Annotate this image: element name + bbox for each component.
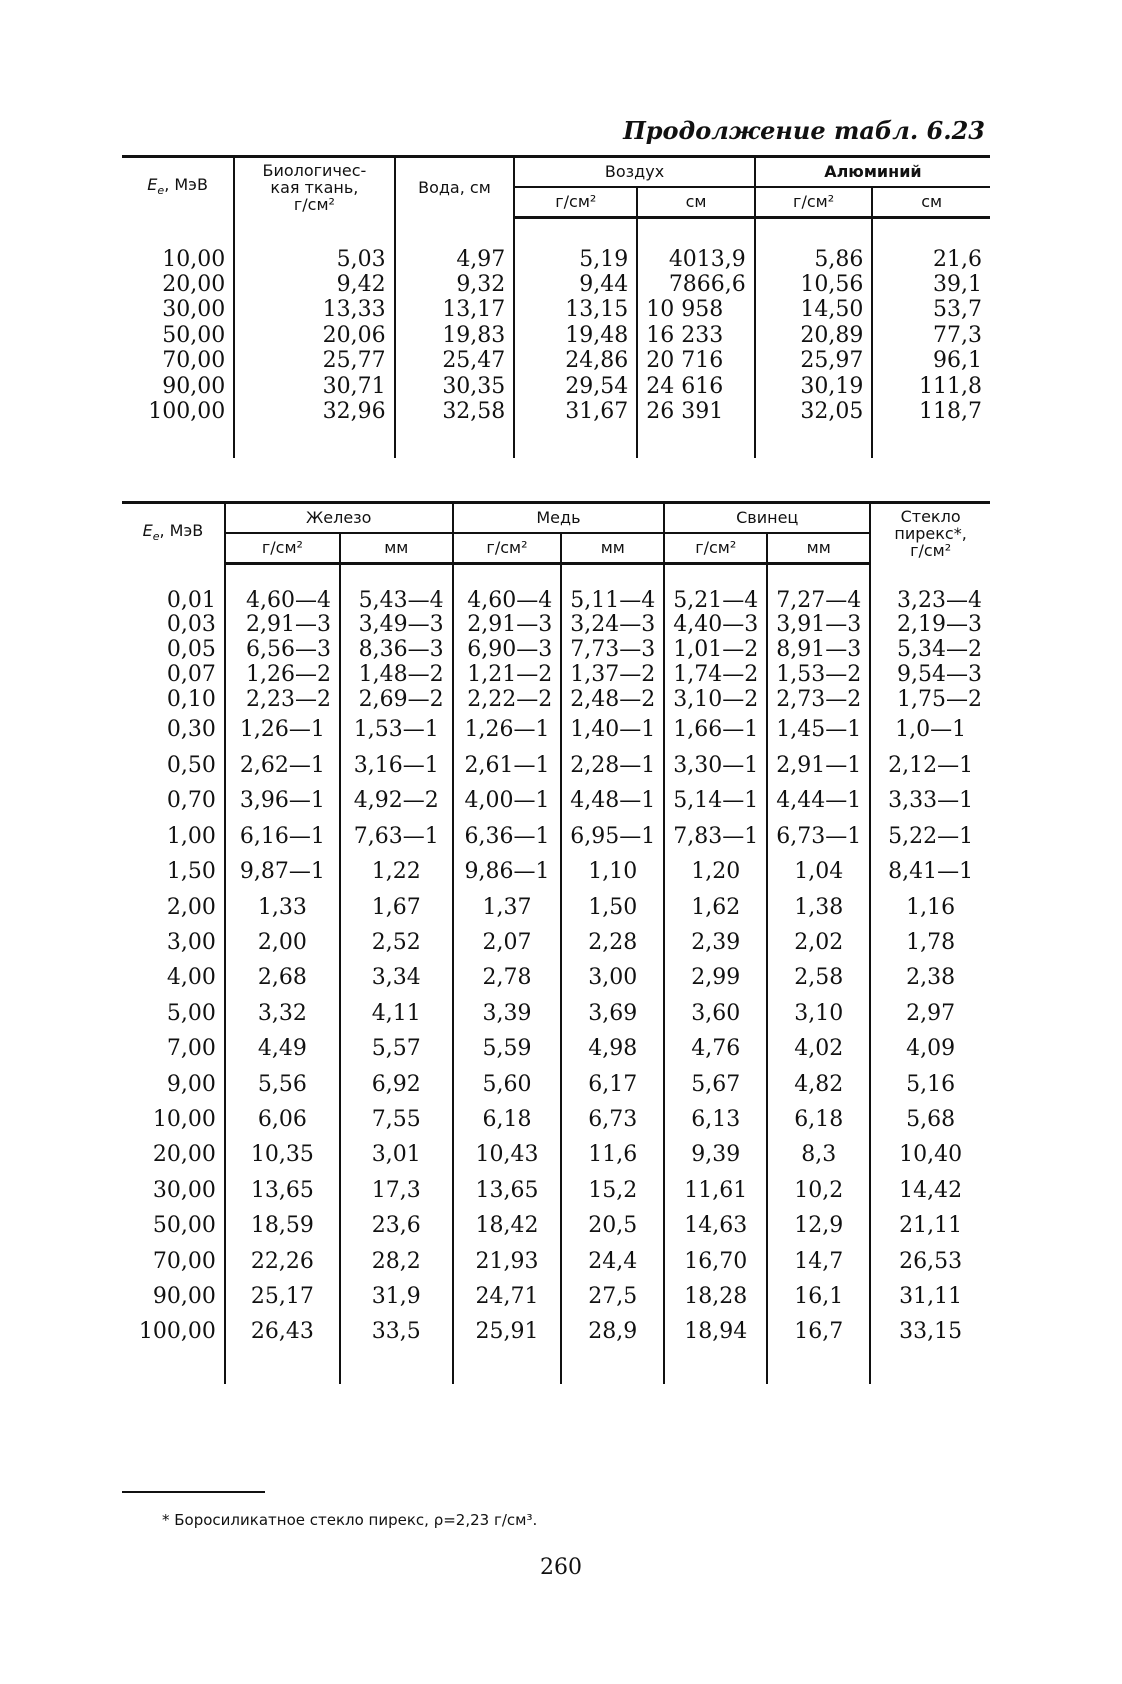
pyrex-glass-cell: 21,11 [870,1208,990,1243]
energy-cell: 0,07 [166,661,216,687]
table-row [122,960,990,995]
iron-mm-cell: 3,01 [340,1137,453,1172]
iron-gcm2-cell: 6,06 [225,1102,340,1137]
table-row [122,890,990,925]
table-continuation-part1 [122,155,990,458]
energy-cell: 30,00 [162,297,226,323]
pyrex-glass-cell: 8,41—1 [870,854,990,889]
copper-mm-cell: 27,5 [561,1279,664,1314]
copper-mm-cell: 1,40—1 [561,712,664,747]
copper-gcm2-cell: 9,86—1 [453,854,562,889]
iron-mm-cell: 1,48—2 [340,663,453,688]
energy-cell: 50,00 [162,322,226,348]
water-cell: 30,35 [395,374,515,399]
copper-gcm2-cell: 4,60—4 [453,589,562,614]
bio-cell: 20,06 [234,323,394,348]
copper-mm-cell: 4,48—1 [561,783,664,818]
aluminum-header: Алюминий [755,157,990,187]
energy-cell: 5,00 [166,1000,216,1026]
pyrex-glass-cell: 31,11 [870,1279,990,1314]
table-row [122,663,990,688]
iron-gcm2-cell: 2,62—1 [225,748,340,783]
copper-mm-header: мм [561,533,664,563]
lead-gcm2-cell: 18,28 [664,1279,767,1314]
table-row [122,272,990,297]
iron-mm-cell: 3,34 [340,960,453,995]
pyrex-glass-header: Стекло пирекс*, г/см² [870,503,990,564]
table-row [122,1137,990,1172]
energy-cell: 9,00 [166,1071,216,1097]
copper-gcm2-cell: 2,61—1 [453,748,562,783]
pyrex-glass-cell: 5,16 [870,1067,990,1102]
table-row [122,1314,990,1349]
air-gcm2-header: г/см² [514,187,637,217]
air-gcm2-cell: 24,86 [514,348,637,373]
aluminum-cm-cell: 53,7 [872,297,990,322]
aluminum-cm-header: см [872,187,990,217]
copper-gcm2-cell: 2,07 [453,925,562,960]
iron-gcm2-cell: 1,33 [225,890,340,925]
lead-gcm2-cell: 3,30—1 [664,748,767,783]
air-gcm2-cell: 9,44 [514,272,637,297]
pyrex-glass-cell: 1,78 [870,925,990,960]
lead-mm-cell: 12,9 [767,1208,870,1243]
copper-mm-cell: 2,48—2 [561,688,664,713]
lead-mm-cell: 14,7 [767,1244,870,1279]
table-row [122,783,990,818]
table-row [122,1208,990,1243]
iron-mm-cell: 1,67 [340,890,453,925]
copper-mm-cell: 20,5 [561,1208,664,1243]
lead-gcm2-cell: 5,67 [664,1067,767,1102]
pyrex-glass-cell: 2,97 [870,996,990,1031]
copper-gcm2-cell: 6,18 [453,1102,562,1137]
lead-mm-cell: 2,58 [767,960,870,995]
copper-mm-cell: 4,98 [561,1031,664,1066]
water-cell: 4,97 [395,247,515,272]
iron-mm-header: мм [340,533,453,563]
air-cm-cell: 24 616 [637,374,755,399]
table-row [122,399,990,424]
aluminum-gcm2-cell: 14,50 [755,297,873,322]
air-gcm2-cell: 13,15 [514,297,637,322]
lead-gcm2-cell: 4,40—3 [664,613,767,638]
table-row [122,613,990,638]
iron-gcm2-header: г/см² [225,533,340,563]
table-row [122,348,990,373]
copper-mm-cell: 15,2 [561,1173,664,1208]
copper-mm-cell: 6,95—1 [561,819,664,854]
aluminum-cm-cell: 111,8 [872,374,990,399]
table-row [122,323,990,348]
iron-mm-cell: 5,43—4 [340,589,453,614]
copper-gcm2-cell: 5,60 [453,1067,562,1102]
energy-cell: 50,00 [152,1213,216,1239]
energy-cell: 4,00 [166,965,216,991]
copper-mm-cell: 1,37—2 [561,663,664,688]
aluminum-cm-cell: 96,1 [872,348,990,373]
pyrex-glass-cell: 5,68 [870,1102,990,1137]
iron-mm-cell: 7,55 [340,1102,453,1137]
iron-gcm2-cell: 2,23—2 [225,688,340,713]
copper-mm-cell: 1,10 [561,854,664,889]
lead-mm-cell: 6,18 [767,1102,870,1137]
aluminum-cm-cell: 39,1 [872,272,990,297]
lead-mm-cell: 2,02 [767,925,870,960]
iron-gcm2-cell: 6,16—1 [225,819,340,854]
iron-mm-cell: 28,2 [340,1244,453,1279]
air-gcm2-cell: 29,54 [514,374,637,399]
energy-cell: 100,00 [138,1319,216,1345]
energy-cell: 0,50 [166,752,216,778]
energy-cell: 1,50 [166,859,216,885]
table-row [122,748,990,783]
table-row [122,1173,990,1208]
pyrex-glass-cell: 5,34—2 [870,638,990,663]
iron-mm-cell: 31,9 [340,1279,453,1314]
aluminum-cm-cell: 21,6 [872,247,990,272]
air-cm-cell: 16 233 [637,323,755,348]
pyrex-glass-cell: 33,15 [870,1314,990,1349]
lead-mm-cell: 2,73—2 [767,688,870,713]
lead-mm-cell: 3,10 [767,996,870,1031]
table-row [122,712,990,747]
aluminum-gcm2-cell: 25,97 [755,348,873,373]
table-row [122,996,990,1031]
energy-cell: 2,00 [166,894,216,920]
table-row [122,589,990,614]
lead-mm-cell: 1,04 [767,854,870,889]
air-cm-cell: 4013,9 [637,247,755,272]
water-cell: 13,17 [395,297,515,322]
water-cell: 19,83 [395,323,515,348]
copper-mm-cell: 11,6 [561,1137,664,1172]
aluminum-gcm2-cell: 10,56 [755,272,873,297]
copper-gcm2-header: г/см² [453,533,562,563]
lead-mm-cell: 8,3 [767,1137,870,1172]
energy-header: $E_e$, МэВ [122,157,234,218]
bio-cell: 30,71 [234,374,394,399]
copper-gcm2-cell: 3,39 [453,996,562,1031]
energy-cell: 30,00 [152,1177,216,1203]
table-row [122,247,990,272]
iron-mm-cell: 3,16—1 [340,748,453,783]
lead-mm-cell: 4,82 [767,1067,870,1102]
iron-mm-cell: 5,57 [340,1031,453,1066]
lead-mm-cell: 7,27—4 [767,589,870,614]
energy-cell: 10,00 [152,1106,216,1132]
energy-cell: 3,00 [166,929,216,955]
copper-gcm2-cell: 1,26—1 [453,712,562,747]
iron-gcm2-cell: 25,17 [225,1279,340,1314]
bio-cell: 25,77 [234,348,394,373]
footnote-rule [122,1491,265,1493]
energy-cell: 0,01 [166,587,216,613]
copper-mm-cell: 3,24—3 [561,613,664,638]
copper-gcm2-cell: 18,42 [453,1208,562,1243]
iron-gcm2-cell: 22,26 [225,1244,340,1279]
lead-gcm2-cell: 6,13 [664,1102,767,1137]
iron-mm-cell: 6,92 [340,1067,453,1102]
energy-cell: 20,00 [152,1142,216,1168]
lead-gcm2-cell: 1,20 [664,854,767,889]
iron-gcm2-cell: 6,56—3 [225,638,340,663]
lead-gcm2-cell: 7,83—1 [664,819,767,854]
aluminum-gcm2-cell: 5,86 [755,247,873,272]
pyrex-glass-cell: 1,0—1 [870,712,990,747]
iron-mm-cell: 3,49—3 [340,613,453,638]
iron-mm-cell: 1,22 [340,854,453,889]
table-row [122,819,990,854]
energy-cell: 10,00 [162,246,226,272]
lead-gcm2-cell: 11,61 [664,1173,767,1208]
lead-mm-cell: 4,44—1 [767,783,870,818]
copper-gcm2-cell: 2,78 [453,960,562,995]
iron-gcm2-cell: 1,26—2 [225,663,340,688]
copper-mm-cell: 28,9 [561,1314,664,1349]
pyrex-glass-cell: 14,42 [870,1173,990,1208]
iron-mm-cell: 7,63—1 [340,819,453,854]
lead-gcm2-header: г/см² [664,533,767,563]
copper-header: Медь [453,503,665,533]
iron-gcm2-cell: 1,26—1 [225,712,340,747]
lead-gcm2-cell: 9,39 [664,1137,767,1172]
lead-mm-header: мм [767,533,870,563]
iron-mm-cell: 23,6 [340,1208,453,1243]
lead-gcm2-cell: 2,99 [664,960,767,995]
iron-gcm2-cell: 10,35 [225,1137,340,1172]
iron-mm-cell: 2,52 [340,925,453,960]
air-cm-cell: 20 716 [637,348,755,373]
lead-mm-cell: 16,1 [767,1279,870,1314]
copper-mm-cell: 6,73 [561,1102,664,1137]
copper-gcm2-cell: 10,43 [453,1137,562,1172]
pyrex-glass-cell: 10,40 [870,1137,990,1172]
iron-gcm2-cell: 13,65 [225,1173,340,1208]
copper-gcm2-cell: 1,21—2 [453,663,562,688]
pyrex-glass-cell: 26,53 [870,1244,990,1279]
iron-gcm2-cell: 9,87—1 [225,854,340,889]
lead-gcm2-cell: 3,10—2 [664,688,767,713]
iron-gcm2-cell: 2,68 [225,960,340,995]
copper-gcm2-cell: 1,37 [453,890,562,925]
water-cell: 9,32 [395,272,515,297]
air-cm-header: см [637,187,755,217]
table-row [122,1067,990,1102]
iron-mm-cell: 8,36—3 [340,638,453,663]
table-row [122,854,990,889]
lead-gcm2-cell: 1,62 [664,890,767,925]
bio-cell: 13,33 [234,297,394,322]
table-row [122,374,990,399]
iron-gcm2-cell: 4,60—4 [225,589,340,614]
energy-cell: 1,00 [166,823,216,849]
lead-mm-cell: 1,53—2 [767,663,870,688]
bio-cell: 32,96 [234,399,394,424]
lead-mm-cell: 1,38 [767,890,870,925]
aluminum-cm-cell: 118,7 [872,399,990,424]
energy-cell: 0,70 [166,788,216,814]
lead-gcm2-cell: 1,01—2 [664,638,767,663]
lead-mm-cell: 8,91—3 [767,638,870,663]
lead-gcm2-cell: 18,94 [664,1314,767,1349]
iron-gcm2-cell: 3,96—1 [225,783,340,818]
energy-header: $E_e$, МэВ [122,503,225,564]
lead-mm-cell: 16,7 [767,1314,870,1349]
table-row [122,1102,990,1137]
iron-mm-cell: 17,3 [340,1173,453,1208]
pyrex-glass-cell: 3,33—1 [870,783,990,818]
lead-mm-cell: 2,91—1 [767,748,870,783]
table-row [122,688,990,713]
energy-cell: 7,00 [166,1036,216,1062]
iron-gcm2-cell: 5,56 [225,1067,340,1102]
aluminum-gcm2-cell: 30,19 [755,374,873,399]
copper-gcm2-cell: 25,91 [453,1314,562,1349]
lead-mm-cell: 3,91—3 [767,613,870,638]
lead-gcm2-cell: 1,66—1 [664,712,767,747]
iron-gcm2-cell: 2,00 [225,925,340,960]
lead-gcm2-cell: 5,21—4 [664,589,767,614]
lead-gcm2-cell: 16,70 [664,1244,767,1279]
iron-header: Железо [225,503,453,533]
energy-cell: 70,00 [162,348,226,374]
aluminum-cm-cell: 77,3 [872,323,990,348]
copper-mm-cell: 2,28 [561,925,664,960]
energy-cell: 0,05 [166,637,216,663]
copper-gcm2-cell: 6,36—1 [453,819,562,854]
iron-mm-cell: 1,53—1 [340,712,453,747]
copper-gcm2-cell: 21,93 [453,1244,562,1279]
table-caption: Продолжение табл. 6.23 [623,116,985,145]
copper-gcm2-cell: 4,00—1 [453,783,562,818]
aluminum-gcm2-header: г/см² [755,187,873,217]
table-row [122,297,990,322]
pyrex-glass-cell: 5,22—1 [870,819,990,854]
copper-mm-cell: 1,50 [561,890,664,925]
iron-gcm2-cell: 3,32 [225,996,340,1031]
pyrex-glass-cell: 1,16 [870,890,990,925]
iron-mm-cell: 4,92—2 [340,783,453,818]
iron-gcm2-cell: 4,49 [225,1031,340,1066]
lead-gcm2-cell: 4,76 [664,1031,767,1066]
energy-cell: 20,00 [162,271,226,297]
air-cm-cell: 26 391 [637,399,755,424]
table-row [122,1244,990,1279]
copper-mm-cell: 6,17 [561,1067,664,1102]
copper-gcm2-cell: 5,59 [453,1031,562,1066]
footnote: * Боросиликатное стекло пирекс, ρ=2,23 г/см³. [162,1511,538,1529]
air-gcm2-cell: 19,48 [514,323,637,348]
air-gcm2-cell: 5,19 [514,247,637,272]
pyrex-glass-cell: 2,12—1 [870,748,990,783]
copper-gcm2-cell: 13,65 [453,1173,562,1208]
lead-gcm2-cell: 1,74—2 [664,663,767,688]
air-cm-cell: 7866,6 [637,272,755,297]
copper-gcm2-cell: 6,90—3 [453,638,562,663]
iron-gcm2-cell: 2,91—3 [225,613,340,638]
air-cm-cell: 10 958 [637,297,755,322]
copper-gcm2-cell: 2,22—2 [453,688,562,713]
pyrex-glass-cell: 2,38 [870,960,990,995]
aluminum-gcm2-cell: 20,89 [755,323,873,348]
energy-cell: 70,00 [152,1248,216,1274]
copper-mm-cell: 3,00 [561,960,664,995]
iron-mm-cell: 4,11 [340,996,453,1031]
table-continuation-part2 [122,501,990,1384]
lead-mm-cell: 10,2 [767,1173,870,1208]
iron-gcm2-cell: 26,43 [225,1314,340,1349]
pyrex-glass-cell: 9,54—3 [870,663,990,688]
energy-cell: 0,03 [166,612,216,638]
lead-mm-cell: 6,73—1 [767,819,870,854]
table-row [122,1279,990,1314]
energy-cell: 0,30 [166,717,216,743]
copper-mm-cell: 3,69 [561,996,664,1031]
lead-gcm2-cell: 14,63 [664,1208,767,1243]
lead-header: Свинец [664,503,870,533]
iron-gcm2-cell: 18,59 [225,1208,340,1243]
energy-cell: 90,00 [162,373,226,399]
lead-gcm2-cell: 5,14—1 [664,783,767,818]
iron-mm-cell: 2,69—2 [340,688,453,713]
energy-cell: 0,10 [166,686,216,712]
lead-mm-cell: 4,02 [767,1031,870,1066]
pyrex-glass-cell: 2,19—3 [870,613,990,638]
lead-mm-cell: 1,45—1 [767,712,870,747]
table-row [122,925,990,960]
pyrex-glass-cell: 4,09 [870,1031,990,1066]
copper-mm-cell: 2,28—1 [561,748,664,783]
copper-mm-cell: 24,4 [561,1244,664,1279]
bio-tissue-header: Биологичес- кая ткань, г/см² [234,157,394,218]
iron-mm-cell: 33,5 [340,1314,453,1349]
pyrex-glass-cell: 1,75—2 [870,688,990,713]
air-gcm2-cell: 31,67 [514,399,637,424]
bio-cell: 5,03 [234,247,394,272]
copper-gcm2-cell: 24,71 [453,1279,562,1314]
pyrex-glass-cell: 3,23—4 [870,589,990,614]
water-cell: 32,58 [395,399,515,424]
energy-cell: 100,00 [148,398,226,424]
lead-gcm2-cell: 2,39 [664,925,767,960]
copper-gcm2-cell: 2,91—3 [453,613,562,638]
water-cell: 25,47 [395,348,515,373]
bio-cell: 9,42 [234,272,394,297]
lead-gcm2-cell: 3,60 [664,996,767,1031]
table-row [122,638,990,663]
table-row [122,1031,990,1066]
page-number: 260 [540,1555,582,1580]
air-header: Воздух [514,157,755,187]
water-header: Вода, см [395,157,515,218]
copper-mm-cell: 5,11—4 [561,589,664,614]
aluminum-gcm2-cell: 32,05 [755,399,873,424]
energy-cell: 90,00 [152,1283,216,1309]
copper-mm-cell: 7,73—3 [561,638,664,663]
